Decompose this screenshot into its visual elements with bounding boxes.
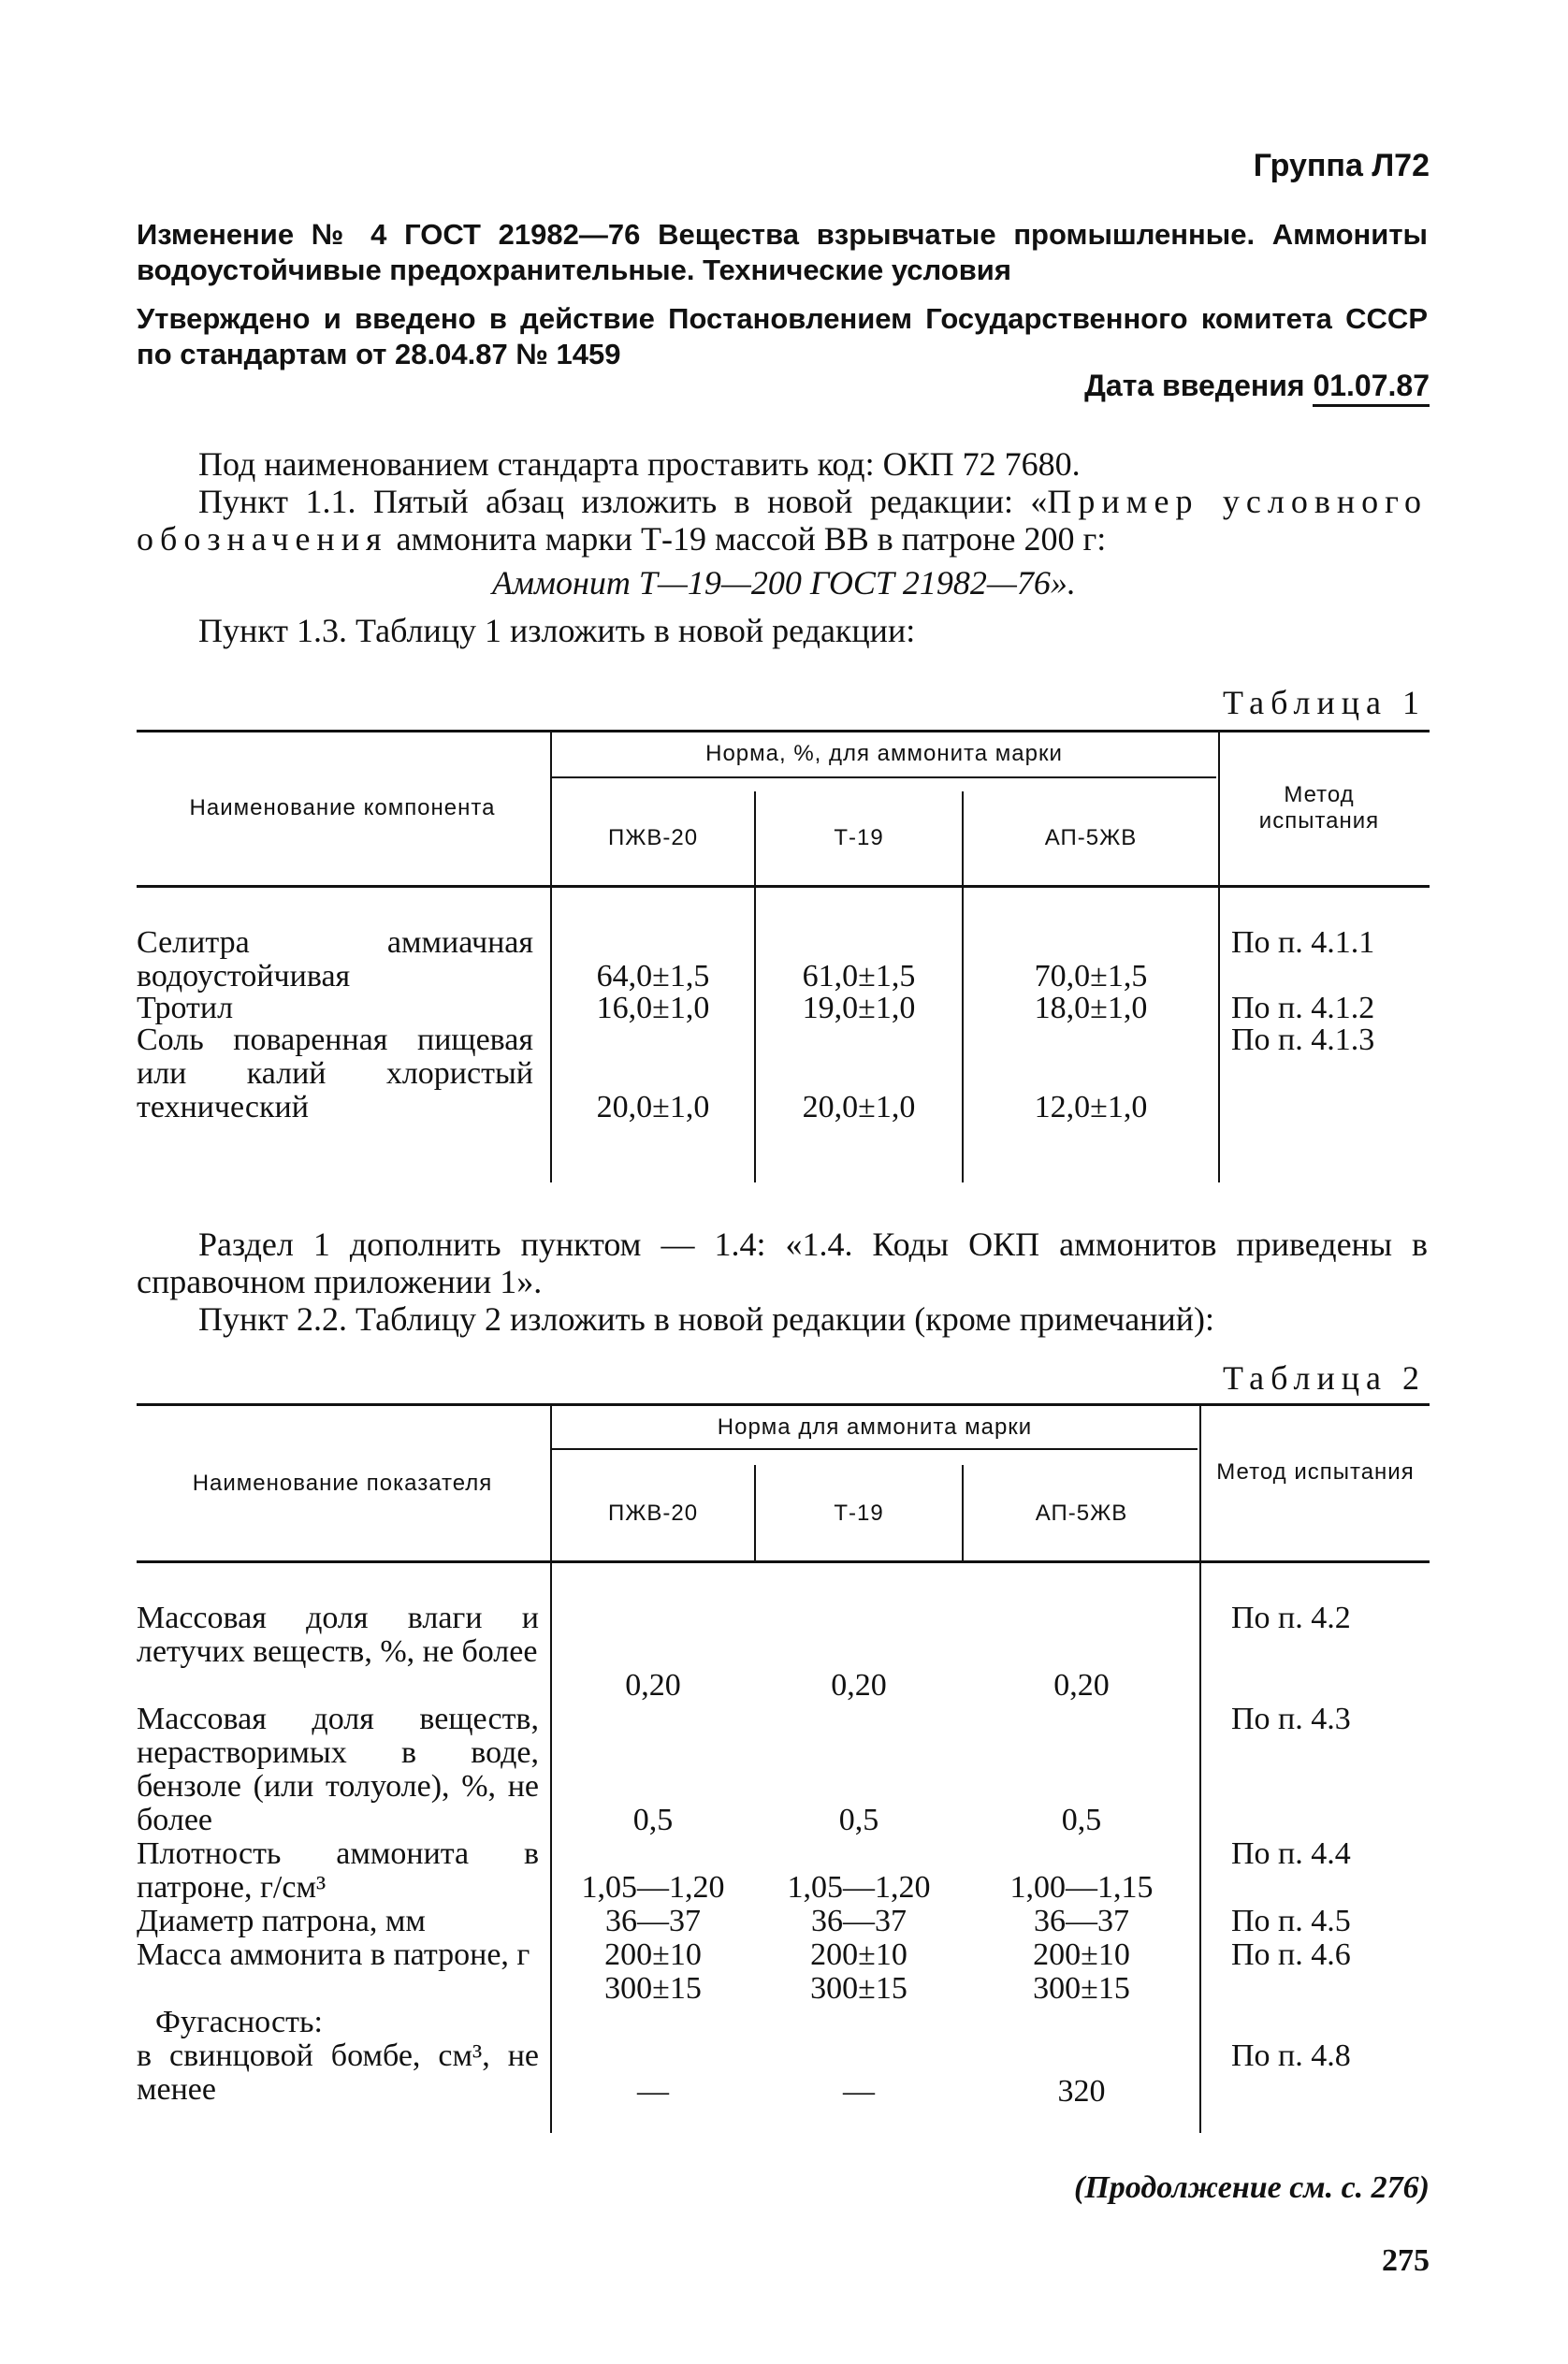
introduction-date — [1084, 369, 1430, 403]
table2-brand-3: АП-5ЖВ — [1035, 1501, 1128, 1526]
paragraph-item-1-1 — [137, 483, 1428, 558]
table2-row2-v3: 0,5 — [1061, 1803, 1102, 1837]
table1-row1-v1: 64,0±1,5 — [596, 959, 710, 993]
table2-row5-method: По п. 4.6 — [1231, 1937, 1351, 1972]
table1-row1-v3: 70,0±1,5 — [1034, 959, 1148, 993]
table2-row1-v2: 0,20 — [831, 1668, 887, 1703]
table2-row5-v2: 200±10 — [810, 1937, 907, 1972]
table1-row3-name: Соль поваренная пищевая или калий хлористый технический — [137, 1022, 533, 1124]
table2-row5-name: Масса аммонита в патроне, г — [137, 1937, 530, 1972]
table1-group-header: Норма, %, для аммонита марки — [705, 741, 1063, 766]
page-number: 275 — [1382, 2243, 1430, 2278]
table2-row2-v2: 0,5 — [838, 1803, 879, 1837]
table2-row2-method: По п. 4.3 — [1231, 1702, 1351, 1736]
table2-row1-method: По п. 4.2 — [1231, 1601, 1351, 1635]
table2-row6-v3: 320 — [1057, 2074, 1106, 2109]
approval-statement: Утверждено и введено в действие Постановлением Государственного комитета СССР по стандартам от 28.04.87 № 1459 — [137, 302, 1428, 370]
table2-group-rule — [552, 1448, 1198, 1450]
table2-head-rule — [137, 1560, 1430, 1563]
table2-row4-v1: 36—37 — [605, 1904, 701, 1938]
table2-row5-v3-extra: 300±15 — [1033, 1971, 1130, 2006]
table2-row4-v2: 36—37 — [811, 1904, 907, 1938]
table2-row3-v2: 1,05—1,20 — [787, 1870, 931, 1905]
table2-row1-v1: 0,20 — [625, 1668, 681, 1703]
table2-col-name-header: Наименование показателя — [192, 1471, 493, 1496]
table1-row2-v2: 19,0±1,0 — [802, 991, 916, 1025]
table2-row5-v3: 200±10 — [1033, 1937, 1130, 1972]
table2-row1-v3: 0,20 — [1053, 1668, 1110, 1703]
p2-lead: Пункт 1.1. Пятый абзац изложить в новой редакции: « — [198, 483, 1048, 520]
table2-row5-v2-extra: 300±15 — [810, 1971, 907, 2006]
table1-brand-1: ПЖВ-20 — [607, 825, 699, 850]
table1-row1-v2: 61,0±1,5 — [802, 959, 916, 993]
table2-brand-1: ПЖВ-20 — [607, 1501, 699, 1526]
table1-row3-v2: 20,0±1,0 — [802, 1090, 916, 1124]
example-designation: Аммонит Т—19—200 ГОСТ 21982—76». — [492, 564, 1076, 602]
paragraph-okp-code: Под наименованием стандарта проставить код: ОКП 72 7680. — [198, 445, 1081, 483]
table2-top-rule — [137, 1403, 1430, 1406]
table2-row4-method: По п. 4.5 — [1231, 1904, 1351, 1938]
table1-row2-name: Тротил — [137, 991, 234, 1025]
table1-row1-name: Селитра аммиачная водоустойчивая — [137, 925, 533, 993]
group-code: Группа Л72 — [1253, 148, 1430, 183]
table1-col-method-header: Метод испытания — [1258, 782, 1380, 834]
table1-brand-3: АП-5ЖВ — [1044, 825, 1138, 850]
table1-row3-v1: 20,0±1,0 — [596, 1090, 710, 1124]
p2-spaced-term: Пример условного обозначения — [137, 483, 1428, 558]
intro-date-label: Дата введения — [1084, 369, 1305, 402]
table2-row3-v1: 1,05—1,20 — [581, 1870, 725, 1905]
table1-top-rule — [137, 730, 1430, 732]
table2-row2-name: Массовая доля веществ, нерастворимых в воде, бензоле (или толуоле), %, не более — [137, 1702, 539, 1837]
table2-row6-label: Фугасность: — [155, 2005, 323, 2039]
table1-vline-2b — [754, 885, 756, 1182]
table2-row3-name: Плотность аммонита в патроне, г/см³ — [137, 1836, 539, 1905]
table1-col-name-header: Наименование компонента — [189, 795, 496, 820]
paragraph-item-2-2: Пункт 2.2. Таблицу 2 изложить в новой редакции (кроме примечаний): — [198, 1300, 1215, 1338]
table1-row2-v1: 16,0±1,0 — [596, 991, 710, 1025]
table2-row1-name: Массовая доля влаги и летучих веществ, %, не более — [137, 1601, 539, 1669]
table1-vline-3b — [962, 885, 964, 1182]
table2-row2-v1: 0,5 — [632, 1803, 674, 1837]
table1-row3-v3: 12,0±1,0 — [1034, 1090, 1148, 1124]
table1-row1-method: По п. 4.1.1 — [1231, 925, 1375, 960]
change-title: Изменение № 4 ГОСТ 21982—76 Вещества взрывчатые промышленные. Аммониты водоустойчивые предохранительные. Технические условия — [137, 218, 1428, 286]
table2-row6-name: в свинцовой бомбе, см³, не менее — [137, 2038, 539, 2107]
intro-date-value: 01.07.87 — [1313, 369, 1430, 407]
table2-row4-name: Диаметр патрона, мм — [137, 1904, 426, 1938]
table2-caption: Таблица 2 — [1223, 1359, 1426, 1397]
table1-head-rule — [137, 885, 1430, 888]
table2-row3-method: По п. 4.4 — [1231, 1836, 1351, 1871]
table2-row5-v1-extra: 300±15 — [604, 1971, 702, 2006]
table2-row6-v1: — — [637, 2074, 669, 2109]
table1-group-rule — [552, 776, 1216, 778]
table1-row2-method: По п. 4.1.2 — [1231, 991, 1375, 1025]
continuation-note: (Продолжение см. с. 276) — [1074, 2170, 1430, 2205]
table2-vline-4 — [1199, 1403, 1201, 2133]
paragraph-section-1: Раздел 1 дополнить пунктом — 1.4: «1.4. Коды ОКП аммонитов приведены в справочном приложении 1». — [137, 1226, 1428, 1300]
table1-row2-v3: 18,0±1,0 — [1034, 991, 1148, 1025]
table2-group-header: Норма для аммонита марки — [717, 1414, 1033, 1440]
table2-brand-2: Т-19 — [834, 1501, 884, 1526]
paragraph-item-1-3: Пункт 1.3. Таблицу 1 изложить в новой редакции: — [198, 612, 916, 649]
table1-brand-2: Т-19 — [834, 825, 884, 850]
table2-col-method-header: Метод испытания — [1216, 1459, 1415, 1485]
table2-row5-v1: 200±10 — [604, 1937, 702, 1972]
table2-row3-v3: 1,00—1,15 — [1009, 1870, 1154, 1905]
table1-caption: Таблица 1 — [1223, 684, 1426, 721]
table2-row6-method: По п. 4.8 — [1231, 2038, 1351, 2073]
p2-tail: аммонита марки Т-19 массой ВВ в патроне 200 г: — [387, 520, 1107, 558]
table2-row4-v3: 36—37 — [1034, 1904, 1129, 1938]
table1-vline-4 — [1218, 730, 1220, 1182]
table2-row6-v2: — — [843, 2074, 875, 2109]
table1-row3-method: По п. 4.1.3 — [1231, 1022, 1375, 1057]
